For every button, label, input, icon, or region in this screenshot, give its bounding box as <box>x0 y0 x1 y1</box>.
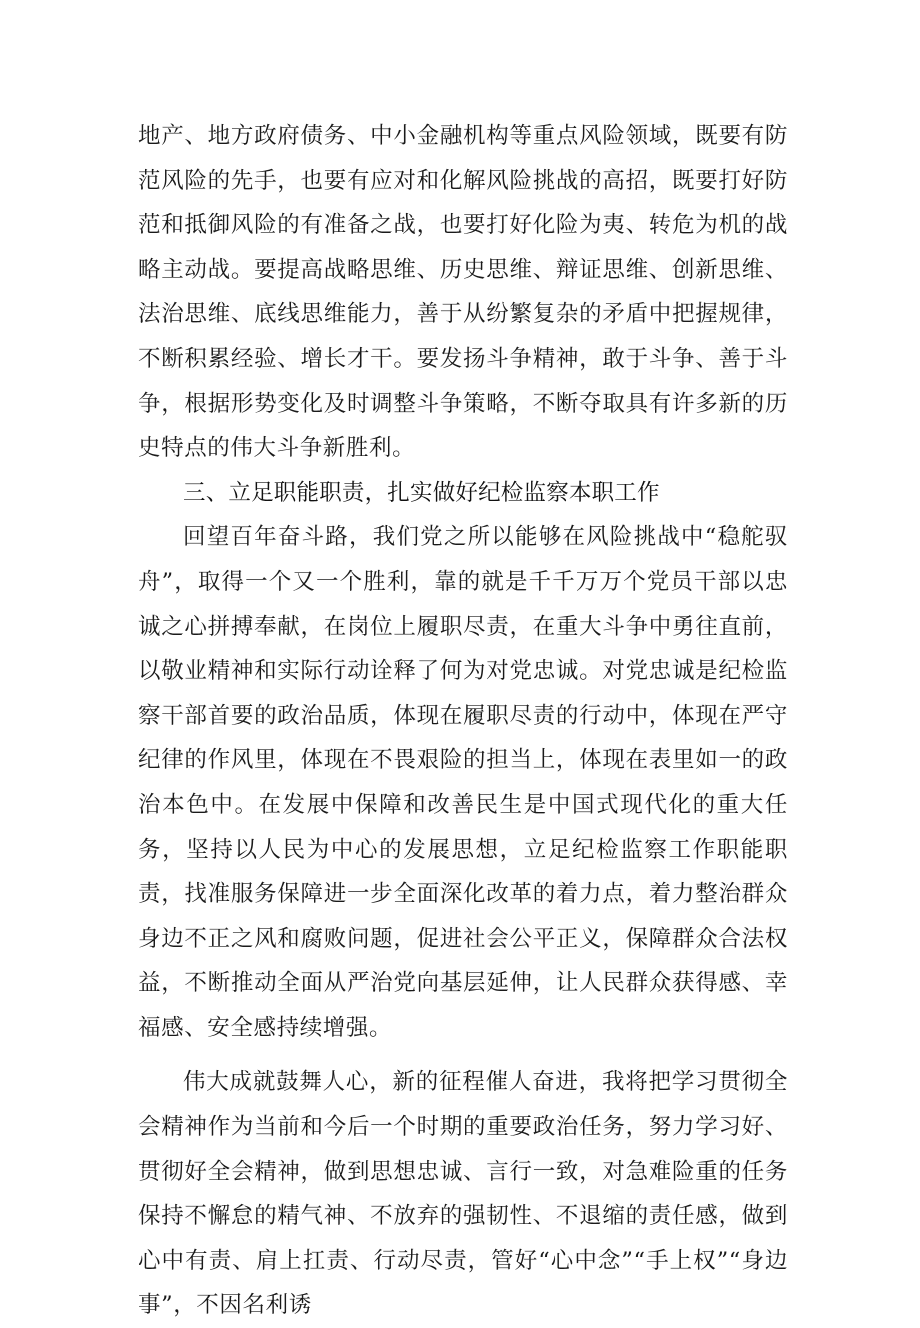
paragraph-commitment: 伟大成就鼓舞人心，新的征程催人奋进，我将把学习贯彻全会精神作为当前和今后一个时期的重要政治任务，努力学习好、贯彻好全会精神，做到思想忠诚、言行一致，对急难险重的任务保持不懈怠的精气神、不放弃的强韧性、不退缩的责任感，做到心中有责、肩上扛责、行动尽责，管好“心中念”“手上权”“身边事”，不因名利诱 <box>138 1069 788 1319</box>
paragraph-gap <box>138 1050 788 1060</box>
paragraph-continued: 地产、地方政府债务、中小金融机构等重点风险领域，既要有防范风险的先手，也要有应对和化解风险挑战的高招，既要打好防范和抵御风险的有准备之战，也要打好化险为夷、转危为机的战略主动战。要提高战略思维、历史思维、辩证思维、创新思维、法治思维、底线思维能力，善于从纷繁复杂的矛盾中把握规律，不断积累经验、增长才干。要发扬斗争精神，敢于斗争、善于斗争，根据形势变化及时调整斗争策略，不断夺取具有许多新的历史特点的伟大斗争新胜利。 <box>138 123 788 462</box>
section-heading: 三、立足职能职责，扎实做好纪检监察本职工作 <box>183 479 660 506</box>
paragraph-loyalty: 回望百年奋斗路，我们党之所以能够在风险挑战中“稳舵驭舟”，取得一个又一个胜利，靠的就是千千万万个党员干部以忠诚之心拼搏奉献，在岗位上履职尽责，在重大斗争中勇往直前，以敬业精神和实际行动诠释了何为对党忠诚。对党忠诚是纪检监察干部首要的政治品质，体现在履职尽责的行动中，体现在严守纪律的作风里，体现在不畏艰险的担当上，体现在表里如一的政治本色中。在发展中保障和改善民生是中国式现代化的重大任务，坚持以人民为中心的发展思想，立足纪检监察工作职能职责，找准服务保障进一步全面深化改革的着力点，着力整治群众身边不正之风和腐败问题，促进社会公平正义，保障群众合法权益，不断推动全面从严治党向基层延伸，让人民群众获得感、幸福感、安全感持续增强。 <box>138 524 788 1041</box>
document-body <box>138 114 788 1328</box>
